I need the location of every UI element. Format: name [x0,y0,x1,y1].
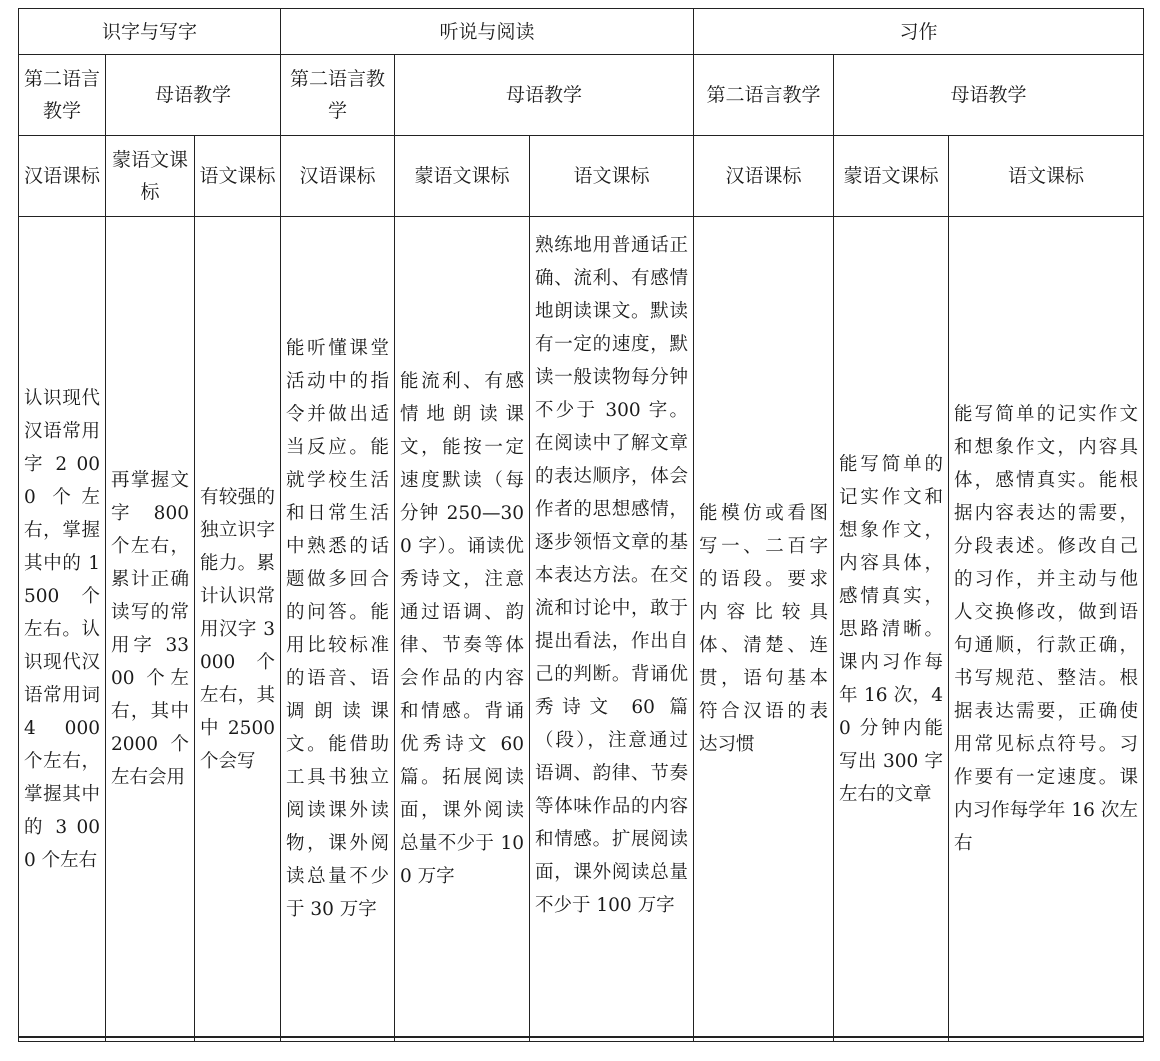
header-reading-native-language: 母语教学 [395,55,694,136]
header-writing-mongolian-standard: 蒙语文课标 [834,136,949,217]
header-writing-yuwen-standard: 语文课标 [949,136,1144,217]
header-writing-chinese-standard: 汉语课标 [694,136,834,217]
header-row-categories [19,9,1144,55]
cell-writing-mongolian: 能写简单的记实作文和想象作文，内容具体，感情真实，思路清晰。课内习作每年 16 次，40 分钟内能写出 300 字左右的文章 [834,217,949,1042]
header-literacy-second-language: 第二语言教学 [19,55,106,136]
header-writing-native-language: 母语教学 [834,55,1144,136]
cell-reading-chinese: 能听懂课堂活动中的指令并做出适当反应。能就学校生活和日常生活中熟悉的话题做多回合的问答。能用比较标准的语音、语调朗读课文。能借助工具书独立阅读课外读物，课外阅读总量不少于 30 万字 [281,217,395,1042]
header-reading-second-language: 第二语言教学 [281,55,395,136]
cell-reading-mongolian: 能流利、有感情地朗读课文，能按一定速度默读（每分钟 250—300 字）。诵读优秀诗文，注意通过语调、韵律、节奏等体会作品的内容和情感。背诵优秀诗文 60 篇。拓展阅读面，课外阅读总量不少于 100 万字 [395,217,530,1042]
cell-writing-chinese: 能模仿或看图写一、二百字的语段。要求内容比较具体、清楚、连贯，语句基本符合汉语的表达习惯 [694,217,834,1042]
header-reading-mongolian-standard: 蒙语文课标 [395,136,530,217]
header-row-teaching-type [19,55,1144,136]
header-row-standards [19,136,1144,217]
curriculum-comparison-table [18,8,1144,1042]
header-reading-chinese-standard: 汉语课标 [281,136,395,217]
header-writing: 习作 [694,9,1144,55]
content-row [19,217,1144,1042]
header-listening-reading: 听说与阅读 [281,9,694,55]
header-literacy-mongolian-standard: 蒙语文课标 [106,136,195,217]
cell-writing-yuwen: 能写简单的记实作文和想象作文，内容具体，感情真实。能根据内容表达的需要，分段表述。修改自己的习作，并主动与他人交换修改，做到语句通顺，行款正确，书写规范、整洁。根据表达需要，正确使用常见标点符号。习作要有一定速度。课内习作每学年 16 次左右 [949,217,1144,1042]
header-writing-second-language: 第二语言教学 [694,55,834,136]
header-literacy-yuwen-standard: 语文课标 [195,136,281,217]
header-reading-yuwen-standard: 语文课标 [530,136,694,217]
cell-reading-yuwen: 熟练地用普通话正确、流利、有感情地朗读课文。默读有一定的速度，默读一般读物每分钟不少于 300 字。在阅读中了解文章的表达顺序，体会作者的思想感情，逐步领悟文章的基本表达方法。在交流和讨论中，敢于提出看法，作出自己的判断。背诵优秀诗文 60 篇（段），注意通过语调、韵律、节奏等体味作品的内容和情感。扩展阅读面，课外阅读总量不少于 100 万字 [530,217,694,1042]
header-literacy: 识字与写字 [19,9,281,55]
cell-literacy-chinese: 认识现代汉语常用字 2 000 个左右，掌握其中的 1500 个左右。认识现代汉语常用词 4 000 个左右，掌握其中的 3 000 个左右 [19,217,106,1042]
table-bottom-rule [18,1036,1144,1038]
header-literacy-native-language: 母语教学 [106,55,281,136]
cell-literacy-mongolian: 再掌握文字 800 个左右，累计正确读写的常用字 3300 个左右，其中2000 个左右会用 [106,217,195,1042]
cell-literacy-yuwen: 有较强的独立识字能力。累计认识常用汉字 3000 个左右，其中 2500 个会写 [195,217,281,1042]
header-literacy-chinese-standard: 汉语课标 [19,136,106,217]
